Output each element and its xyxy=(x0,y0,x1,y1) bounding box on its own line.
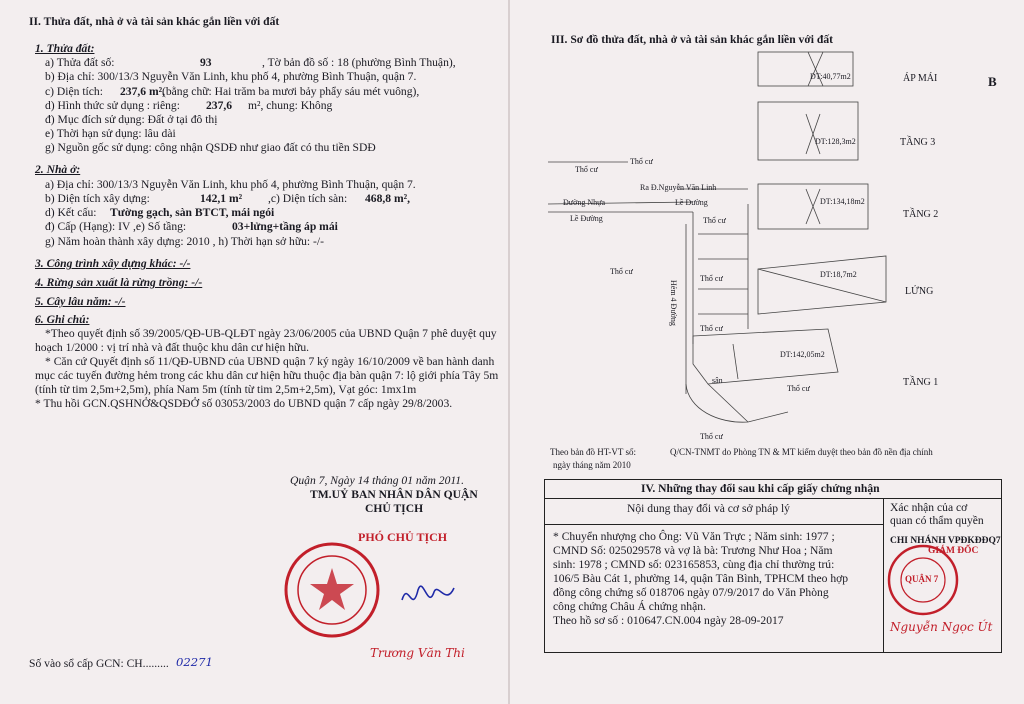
le-duong-2: Lề Đường xyxy=(675,198,708,207)
dt-roof: DT:40,77m2 xyxy=(810,72,851,81)
lot-label-7: Thổ cư xyxy=(700,432,723,441)
dt-ground: DT:142,05m2 xyxy=(780,350,825,359)
street-nhua: Đường Nhựa xyxy=(563,198,606,207)
section-IV-title: IV. Những thay đổi sau khi cấp giấy chứng nhận xyxy=(641,482,880,495)
sign-role: CHỦ TỊCH xyxy=(365,502,424,515)
change-line-2: CMND Số: 025029578 và vợ là bà: Trương Như Hoa ; Năm xyxy=(553,544,833,557)
vice-chair-stamp: PHÓ CHỦ TỊCH xyxy=(358,530,448,544)
changes-box xyxy=(544,479,1002,653)
signer-name-left: Trương Văn Thi xyxy=(370,646,465,660)
label-floor1: TẦNG 1 xyxy=(903,377,939,388)
road-nvl: Ra Đ.Nguyễn Văn Linh xyxy=(640,183,717,192)
change-line-7: Theo hồ sơ số : 010647.CN.004 ngày 28-09-2017 xyxy=(553,614,784,627)
house-floors-value: 03+lửng+tầng áp mái xyxy=(232,220,338,233)
map-basis-1: Theo bản đồ HT-VT số: xyxy=(550,447,636,457)
land-use-form-label: d) Hình thức sử dụng : riêng: xyxy=(45,99,180,112)
land-area-words: (bằng chữ: Hai trăm ba mươi bảy phẩy sáu mét vuông), xyxy=(162,85,420,98)
dt-f3: DT:128,3m2 xyxy=(815,137,856,146)
house-grade-label: đ) Cấp (Hạng): IV ,e) Số tầng: xyxy=(45,220,187,233)
lot-label-3: Thổ cư xyxy=(610,267,633,276)
signature-left xyxy=(398,570,458,620)
col-authority-header-1: Xác nhận của cơ xyxy=(890,501,968,514)
change-line-6: công chứng Châu Á chứng nhận. xyxy=(553,600,706,613)
notes-line-4: mục các tuyến đường hẻm trong các khu dân cư hiện hữu thuộc địa bàn quận 7: lộ giới phía Tây 5m xyxy=(35,369,499,382)
house-address: a) Địa chỉ: 300/13/3 Nguyễn Văn Linh, khu phố 4, phường Bình Thuận, quận 7. xyxy=(45,178,416,191)
notes-line-3: * Căn cứ Quyết định số 11/QĐ-UBND của UBND quận 7 ký ngày 16/10/2009 về ban hành danh xyxy=(45,355,495,368)
lot-label-2: Thổ cư xyxy=(630,157,653,166)
notes-line-6: * Thu hồi GCN.QSHNỞ&QSDĐỞ số 03053/2003 do UBND quận 7 cấp ngày 29/8/2003. xyxy=(35,397,453,410)
land-term: e) Thời hạn sử dụng: lâu dài xyxy=(45,127,176,140)
land-heading: 1. Thửa đất: xyxy=(35,42,95,55)
lot-label-5: Thổ cư xyxy=(700,274,723,283)
registry-number: 02271 xyxy=(176,655,213,669)
registry-label: Số vào sổ cấp GCN: CH......... xyxy=(29,657,169,670)
map-basis-3: ngày tháng năm 2010 xyxy=(553,460,631,470)
house-structure-value: Tường gạch, sàn BTCT, mái ngói xyxy=(110,206,275,219)
lot-label-6: Thổ cư xyxy=(700,324,723,333)
dt-loft: DT:18,7m2 xyxy=(820,270,857,279)
sign-authority: TM.UỶ BAN NHÂN DÂN QUẬN xyxy=(310,488,478,501)
land-area-label: c) Diện tích: xyxy=(45,85,103,98)
land-plot-label: a) Thửa đất số: xyxy=(45,56,115,69)
label-loft: LỬNG xyxy=(905,286,934,297)
house-structure-label: d) Kết cấu: xyxy=(45,206,97,219)
hem-label: Hẻm 4 Đường xyxy=(669,280,678,326)
lot-label-8: Thổ cư xyxy=(787,384,810,393)
label-floor3: TẦNG 3 xyxy=(900,137,936,148)
change-line-5: đồng công chứng số 018706 ngày 07/9/2017 do Văn Phòng xyxy=(553,586,829,599)
fold-line xyxy=(508,0,510,704)
house-area-label: b) Diện tích xây dựng: xyxy=(45,192,150,205)
label-roof: ÁP MÁI xyxy=(903,73,938,84)
perennial-heading: 5. Cây lâu năm: -/- xyxy=(35,295,126,308)
map-basis-2: Q/CN-TNMT do Phòng TN & MT kiểm duyệt theo bản đồ nền địa chính xyxy=(670,447,933,457)
house-floor-area: 468,8 m², xyxy=(365,192,411,205)
signer-name-right: Nguyễn Ngọc Út xyxy=(890,620,993,634)
notes-line-5: (tính từ tim 2,5m+2,5m), phía Nam 5m (tính từ tim 2,5m+2,5m), Vạt góc: 1mx1m xyxy=(35,383,417,396)
land-area-value: 237,6 m², xyxy=(120,85,166,98)
le-duong-1: Lề Đường xyxy=(570,214,603,223)
dt-f2: DT:134,18m2 xyxy=(820,197,865,206)
sign-date: Quận 7, Ngày 14 tháng 01 năm 2011. xyxy=(290,474,465,487)
notes-line-1: *Theo quyết định số 39/2005/QĐ-UB-QLĐT ngày 23/06/2005 của UBND Quận 7 phê duyệt quy xyxy=(45,327,497,340)
change-line-1: * Chuyển nhượng cho Ông: Vũ Văn Trực ; Năm sinh: 1977 ; xyxy=(553,530,835,543)
land-purpose: đ) Mục đích sử dụng: Đất ở tại đô thị xyxy=(45,113,218,126)
col-content-header: Nội dung thay đổi và cơ sở pháp lý xyxy=(627,502,790,515)
lot-label-4: Thổ cư xyxy=(703,216,726,225)
branch-name: CHI NHÁNH VPĐKĐĐQ7 xyxy=(890,536,1001,546)
construction-heading: 3. Công trình xây dựng khác: -/- xyxy=(35,257,191,270)
red-seal-left xyxy=(282,540,382,640)
change-line-4: 106/5 Bàu Cát 1, phường 14, quận Tân Bình, TPHCM theo hợp xyxy=(553,572,849,585)
house-year-label: g) Năm hoàn thành xây dựng: 2010 , h) Thời hạn sở hữu: -/- xyxy=(45,235,324,248)
change-line-3: sinh: 1978 ; CMND số: 023165853, cùng địa chỉ thường trú: xyxy=(553,558,835,571)
san-label: sân xyxy=(712,376,723,385)
label-floor2: TẦNG 2 xyxy=(903,209,939,220)
seal-text-right: QUẬN 7 xyxy=(905,574,939,584)
land-map-sheet: , Tờ bản đồ số : 18 (phường Bình Thuận), xyxy=(262,56,456,69)
house-floor-area-label: ,c) Diện tích sàn: xyxy=(268,192,348,205)
notes-line-2: hoạch 1/2000 : vị trí nhà và đất thuộc khu dân cư hiện hữu. xyxy=(35,341,310,354)
land-use-form-value: 237,6 xyxy=(206,99,233,112)
col-authority-header-2: quan có thẩm quyền xyxy=(890,514,984,527)
side-mark: B xyxy=(988,74,997,89)
land-origin: g) Nguồn gốc sử dụng: công nhận QSDĐ như giao đất có thu tiền SDĐ xyxy=(45,141,376,154)
house-heading: 2. Nhà ở: xyxy=(35,163,81,176)
director-title: GIÁM ĐỐC xyxy=(928,546,979,556)
forest-heading: 4. Rừng sản xuất là rừng trồng: -/- xyxy=(35,276,203,289)
section-III-title: III. Sơ đồ thửa đất, nhà ở và tài sản khác gắn liền với đất xyxy=(551,33,833,46)
notes-heading: 6. Ghi chú: xyxy=(35,313,90,326)
land-address: b) Địa chỉ: 300/13/3 Nguyễn Văn Linh, khu phố 4, phường Bình Thuận, quận 7. xyxy=(45,70,417,83)
section-II-title: II. Thửa đất, nhà ở và tài sản khác gắn liền với đất xyxy=(29,15,280,28)
land-use-form-rest: m², chung: Không xyxy=(248,99,333,112)
lot-label-1: Thổ cư xyxy=(575,165,598,174)
land-plot-no: 93 xyxy=(200,56,212,69)
house-build-area: 142,1 m² xyxy=(200,192,243,205)
